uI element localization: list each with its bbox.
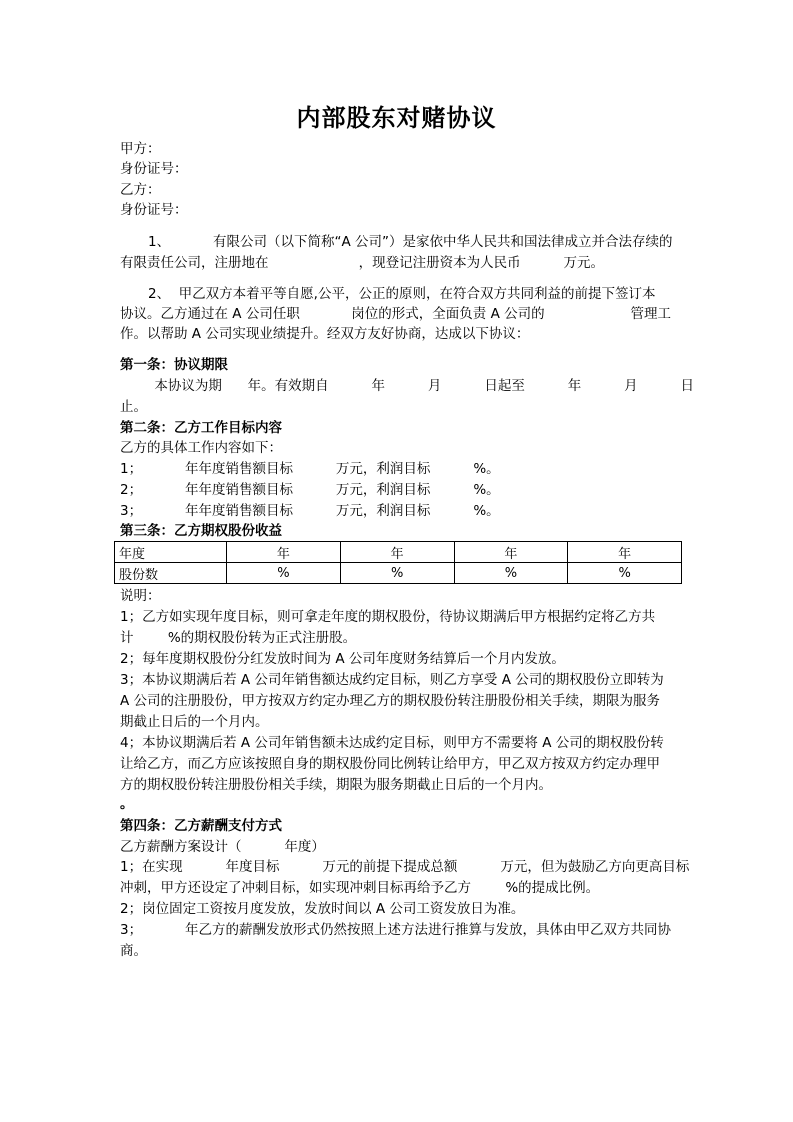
table-row [115,542,682,563]
party-a-id-label: 身份证号： [120,161,188,177]
salary-item-3-line-2: 商。 [120,943,147,959]
preamble-1-line-2: 有限责任公司，注册地在 ，现登记注册资本为人民币 万元。 [120,255,605,271]
note-3-line-2: A 公司的注册股份，甲方按双方约定办理乙方的期权股份转注册股份相关手续，期限为服务 [120,693,661,709]
stray-period: 。 [120,796,134,812]
table-cell: 股份数 [115,563,227,584]
salary-item-1-line-1: 1；在实现 年度目标 万元的前提下提成总额 万元，但为鼓励乙方向更高目标 [120,859,690,875]
salary-design-line: 乙方薪酬方案设计（ 年度） [120,839,325,855]
party-b-id-label: 身份证号： [120,202,188,218]
article-2-heading: 第二条：乙方工作目标内容 [120,420,282,436]
note-1-line-2: 计 %的期权股份转为正式注册股。 [120,630,357,646]
share-table [114,541,682,584]
note-4-line-1: 4；本协议期满后若 A 公司年销售额未达成约定目标，则甲方不需要将 A 公司的期权股份转 [120,735,664,751]
article-1-heading: 第一条：协议期限 [120,357,228,373]
note-label: 说明： [120,588,161,604]
table-cell: % [568,563,682,584]
party-b-label: 乙方： [120,182,161,198]
note-1-line-1: 1；乙方如实现年度目标，则可拿走年度的期权股份，待协议期满后甲方根据约定将乙方共 [120,609,656,625]
note-3-line-1: 3；本协议期满后若 A 公司年销售额达成约定目标，则乙方享受 A 公司的期权股份立即转为 [120,672,664,688]
preamble-2-line-3: 作。以帮助 A 公司实现业绩提升。经双方友好协商，达成以下协议： [120,326,530,342]
note-2: 2；每年度期权股份分红发放时间为 A 公司年度财务结算后一个月内发放。 [120,651,565,667]
table-cell: % [340,563,454,584]
preamble-2-line-2: 协议。乙方通过在 A 公司任职 岗位的形式，全面负责 A 公司的 管理工 [120,306,671,322]
table-cell: 年度 [115,542,227,563]
note-4-line-2: 让给乙方，而乙方应该按照自身的期权股份同比例转让给甲方，甲乙双方按双方约定办理甲 [120,756,660,772]
table-cell: 年 [227,542,341,563]
document-title: 内部股东对赌协议 [296,104,497,132]
table-cell: % [454,563,568,584]
note-3-line-3: 期截止日后的一个月内。 [120,714,269,730]
table-cell: 年 [340,542,454,563]
article-3-heading: 第三条：乙方期权股份收益 [120,523,282,539]
note-4-line-3: 方的期权股份转注册股份相关手续，期限为服务期截止日后的一个月内。 [120,777,552,793]
table-cell: 年 [568,542,682,563]
article-4-heading: 第四条：乙方薪酬支付方式 [120,818,282,834]
salary-item-2: 2；岗位固定工资按月度发放，发放时间以 A 公司工资发放日为准。 [120,901,525,917]
salary-item-3-line-1: 3； 年乙方的薪酬发放形式仍然按照上述方法进行推算与发放，具体由甲乙双方共同协 [120,922,672,938]
table-row [115,563,682,584]
work-target-item: 3； 年年度销售额目标 万元，利润目标 %。 [120,503,500,519]
party-a-label: 甲方： [120,141,161,157]
preamble-1-line-1: 1、 有限公司（以下简称“A 公司”）是家依中华人民共和国法律成立并合法存续的 [148,234,673,250]
article-1-line-2: 止。 [120,399,147,415]
preamble-2-line-1: 2、 甲乙双方本着平等自愿,公平，公正的原则，在符合双方共同利益的前提下签订本 [148,286,656,302]
article-2-intro: 乙方的具体工作内容如下： [120,440,282,456]
work-target-item: 1； 年年度销售额目标 万元，利润目标 %。 [120,461,500,477]
salary-item-1-line-2: 冲刺，甲方还设定了冲刺目标，如实现冲刺目标再给予乙方 %的提成比例。 [120,880,600,896]
table-cell: % [227,563,341,584]
work-target-item: 2； 年年度销售额目标 万元，利润目标 %。 [120,482,500,498]
table-cell: 年 [454,542,568,563]
article-1-line-1: 本协议为期 年。有效期自 年 月 日起至 年 月 日 [120,378,695,394]
